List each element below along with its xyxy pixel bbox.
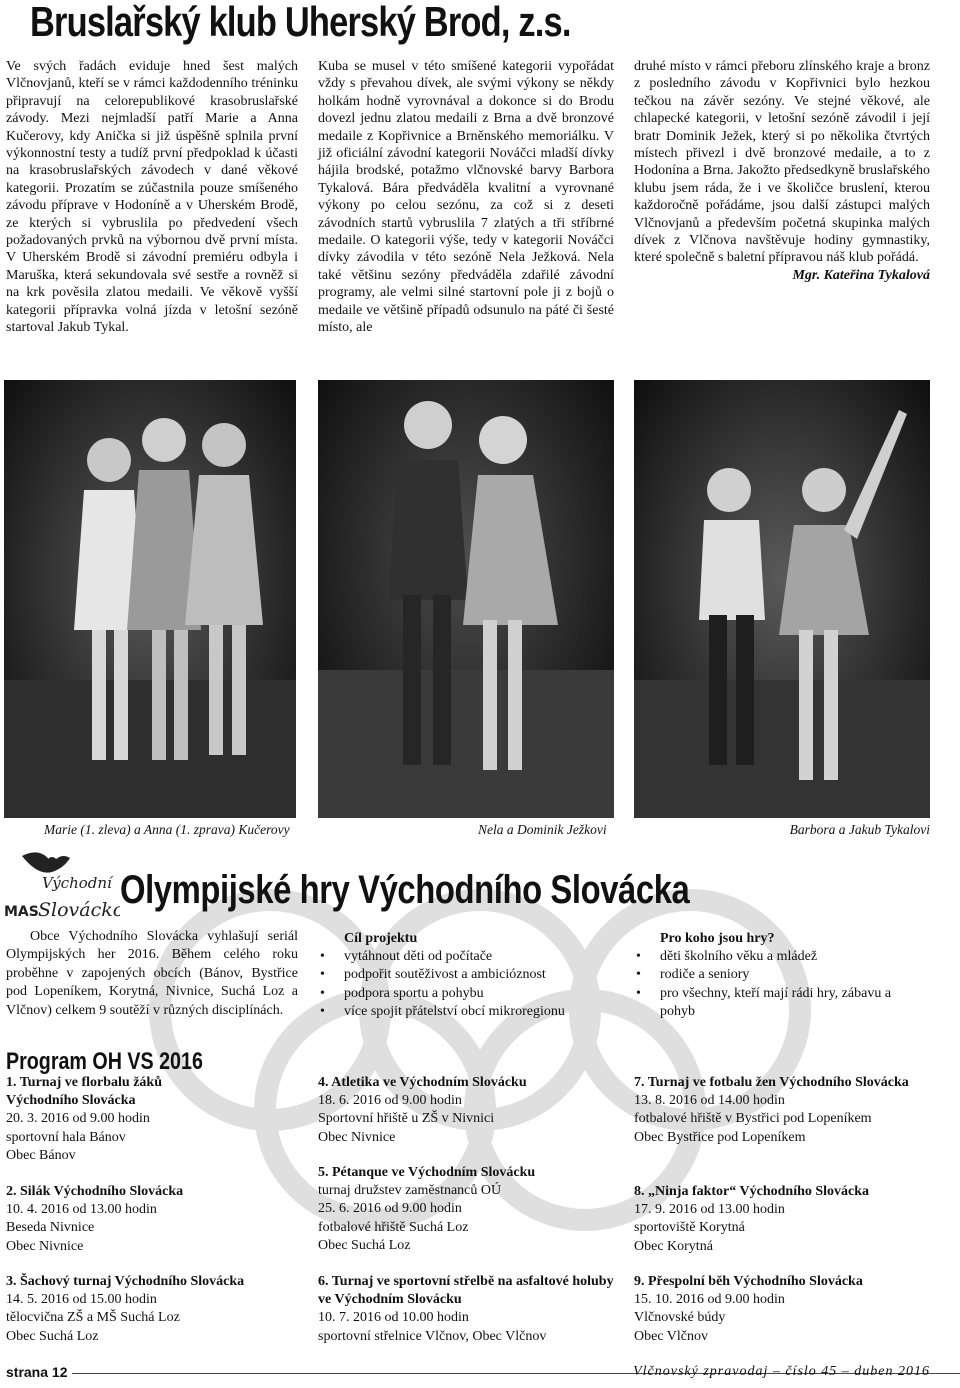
caption-jezkovi: Nela a Dominik Ježkovi	[478, 822, 607, 837]
event-6	[318, 1273, 618, 1346]
photo-jezkovi	[318, 380, 614, 818]
svg-text:Slovácko: Slovácko	[38, 899, 120, 921]
article-author: Mgr. Kateřina Tykalová	[792, 267, 930, 283]
event-2	[6, 1183, 286, 1256]
event-4	[318, 1074, 608, 1147]
event-3	[6, 1273, 296, 1346]
event-place: Sportovní hřiště u ZŠ v Nivnici	[318, 1111, 495, 1127]
event-date: 13. 8. 2016 od 14.00 hodin	[634, 1093, 785, 1109]
event-7	[634, 1074, 930, 1147]
goal-item: • více spojit přátelství obcí mikroregionu	[318, 1003, 618, 1021]
audience-list	[634, 930, 894, 1021]
event-date: 20. 3. 2016 od 9.00 hodin	[6, 1111, 150, 1127]
svg-text:MAS: MAS	[4, 904, 39, 920]
goals-heading: Cíl projektu	[344, 931, 418, 946]
event-place: tělocvična ZŠ a MŠ Suchá Loz	[6, 1310, 180, 1326]
event-org: Obec Nivnice	[318, 1129, 396, 1145]
caption-tykalovi: Barbora a Jakub Tykalovi	[789, 822, 930, 837]
caption-kucerovy: Marie (1. zleva) a Anna (1. zprava) Kučerovy	[44, 822, 290, 837]
article-text-1: Ve svých řadách eviduje hned šest malých Vlčnovjanů, kteří se v rámci každodenního tréninku připravují na celorepublikové krasobruslařské závody. Mezi nejmladší patří Marie a Anna Kučerovy, kdy Anička si již úspěšně splnila první výkonnostní testy a tudíž první předpoklad k účasti na krasobruslařských závodech v dané věkové kategorii. Prozatím se zúčastnila pouze smíšeného závodu příprave v Hodoníně a v Uherském Brodě, ze kterých si vybruslila po předvedení všech požadovaných prvků na výbornou dvě první místa. V Uherském Brodě si závodní premiéru odbyla i Maruška, která sekundovala své sestře a rovněž si na krk pověsila zlatou medaili. Ve věkově vyšší kategorii přípravka volná jízda v letošní sezóně startoval Jakub Tykal.	[6, 59, 298, 336]
audience-item: • rodiče a seniory	[634, 966, 894, 984]
event-org: Obec Bánov	[6, 1147, 76, 1163]
event-place: sportovní střelnice Vlčnov, Obec Vlčnov	[318, 1328, 547, 1344]
article-column-3	[634, 58, 930, 284]
event-title: 1. Turnaj ve florbalu žáků Východního Slovácka	[6, 1075, 162, 1109]
event-org: Obec Vlčnov	[634, 1328, 708, 1344]
page-number: strana 12	[6, 1364, 68, 1380]
event-org: Obec Korytná	[634, 1238, 713, 1254]
event-place: sportovní hala Bánov	[6, 1129, 126, 1145]
goal-item: • podpora sportu a pohybu	[318, 985, 618, 1003]
article-column-2	[318, 58, 614, 337]
event-date: 14. 5. 2016 od 15.00 hodin	[6, 1292, 157, 1308]
article-title: Bruslařský klub Uherský Brod, z.s.	[30, 0, 571, 45]
event-org: Obec Suchá Loz	[318, 1237, 411, 1253]
event-place: 25. 6. 2016 od 9.00 hodin	[318, 1201, 462, 1217]
mas-logo	[2, 846, 120, 924]
svg-text:Východní: Východní	[42, 874, 112, 892]
issue-info: Vlčnovský zpravodaj – číslo 45 – duben 2016	[633, 1364, 930, 1379]
article-text-2: Kuba se musel v této smíšené kategorii vypořádat vždy s převahou dívek, ale svými výkony se někdy holkám hodně vyrovnával a dokonce si do Brodu dovezl jednu zlatou medaili z Brna a dvě bronzové medaile z Kopřivnice a Brněnského memoriálku. V již oficiální závodní kategorii Nováčci mladší dívky hájila brodské, potažmo vlčnovské barvy Barbora Tykalová. Bára předváděla kvalitní a vyrovnané výkony po celou sezónu, za což si z deseti závodních startů vybruslila 7 zlatých a tři stříbrné medaile. O kategorii výše, tedy v kategorii Nováčci dívky závodila v této sezóně Nela Ježková. Nela také většinu sezóny předváděla zdařilé závodní programy, ale velmi silné startovní pole ji z bojů o medaile ve většině případů odsunulo na páté či šesté místo, ale	[318, 59, 614, 336]
event-org: fotbalové hřiště Suchá Loz	[318, 1219, 469, 1235]
goal-item: • vytáhnout děti od počítače	[318, 948, 618, 966]
article-column-1	[6, 58, 298, 337]
event-date: 10. 4. 2016 od 13.00 hodin	[6, 1202, 157, 1218]
event-9	[634, 1273, 930, 1346]
goal-item: • podpořit soutěživost a ambicióznost	[318, 966, 618, 984]
event-date: 10. 7. 2016 od 10.00 hodin	[318, 1310, 469, 1326]
audience-item: • pro všechny, kteří mají rádi hry, zábavu a pohyb	[634, 985, 894, 1021]
event-title: 7. Turnaj ve fotbalu žen Východního Slovácka	[634, 1075, 909, 1090]
article-text-3: druhé místo v rámci přeboru zlínského kraje a bronz z posledního závodu v Kopřivnici bylo hezkou tečkou na závěr sezóny. Ve stejné věkové, ale chlapecké kategorii, v letošní sezóně závodil i její bratr Dominik Ježek, který si po několika čtvrtých místech přivezl i dvě bronzové medaile, a to z Hodonína a Brna. Jakožto předsedkyně bruslařského klubu jsem ráda, že i ve školičce bruslení, kterou každoročně pořádáme, jsou další zástupci malých Vlčnovjanů a především početná skupinka malých dívek z Vlčnova navštěvuje hodiny gymnastiky, které společně s baletní přípravou náš klub pořádá.	[634, 59, 930, 266]
event-title: 4. Atletika ve Východním Slovácku	[318, 1075, 527, 1090]
event-place: fotbalové hřiště v Bystřici pod Lopeníkem	[634, 1111, 872, 1127]
event-date: turnaj družstev zaměstnanců OÚ	[318, 1183, 502, 1199]
event-title: 9. Přespolní běh Východního Slovácka	[634, 1274, 863, 1289]
event-date: 18. 6. 2016 od 9.00 hodin	[318, 1093, 462, 1109]
photo-tykalovi	[634, 380, 930, 818]
event-place: sportoviště Korytná	[634, 1220, 745, 1236]
event-place: Vlčnovské búdy	[634, 1310, 726, 1326]
olympic-title: Olympijské hry Východního Slovácka	[120, 868, 690, 912]
event-org: Obec Bystřice pod Lopeníkem	[634, 1129, 806, 1145]
event-title: 2. Silák Východního Slovácka	[6, 1184, 184, 1199]
event-title: 3. Šachový turnaj Východního Slovácka	[6, 1274, 245, 1289]
event-org: Obec Suchá Loz	[6, 1328, 99, 1344]
audience-heading: Pro koho jsou hry?	[660, 931, 775, 946]
event-title: 8. „Ninja faktor“ Východního Slovácka	[634, 1184, 870, 1199]
event-1	[6, 1074, 206, 1165]
audience-item: • děti školního věku a mládež	[634, 948, 894, 966]
event-org: Obec Nivnice	[6, 1238, 84, 1254]
goals-list	[318, 930, 618, 1021]
event-title: 6. Turnaj ve sportovní střelbě na asfaltové holuby ve Východním Slovácku	[318, 1274, 614, 1308]
event-8	[634, 1183, 930, 1256]
event-date: 17. 9. 2016 od 13.00 hodin	[634, 1202, 785, 1218]
photo-kucerovy	[4, 380, 296, 818]
event-date: 15. 10. 2016 od 9.00 hodin	[634, 1292, 785, 1308]
event-title: 5. Pétanque ve Východním Slovácku	[318, 1165, 536, 1180]
program-heading: Program OH VS 2016	[6, 1048, 203, 1075]
olympic-intro: Obce Východního Slovácka vyhlašují seriál Olympijských her 2016. Během celého roku proběhne v zapojených obcích (Bánov, Bystřice pod Lopeníkem, Korytná, Nivnice, Suchá Loz a Vlčnov) celkem 9 soutěží v různých disciplínách.	[6, 929, 298, 1018]
event-place: Beseda Nivnice	[6, 1220, 95, 1236]
event-5	[318, 1164, 608, 1255]
